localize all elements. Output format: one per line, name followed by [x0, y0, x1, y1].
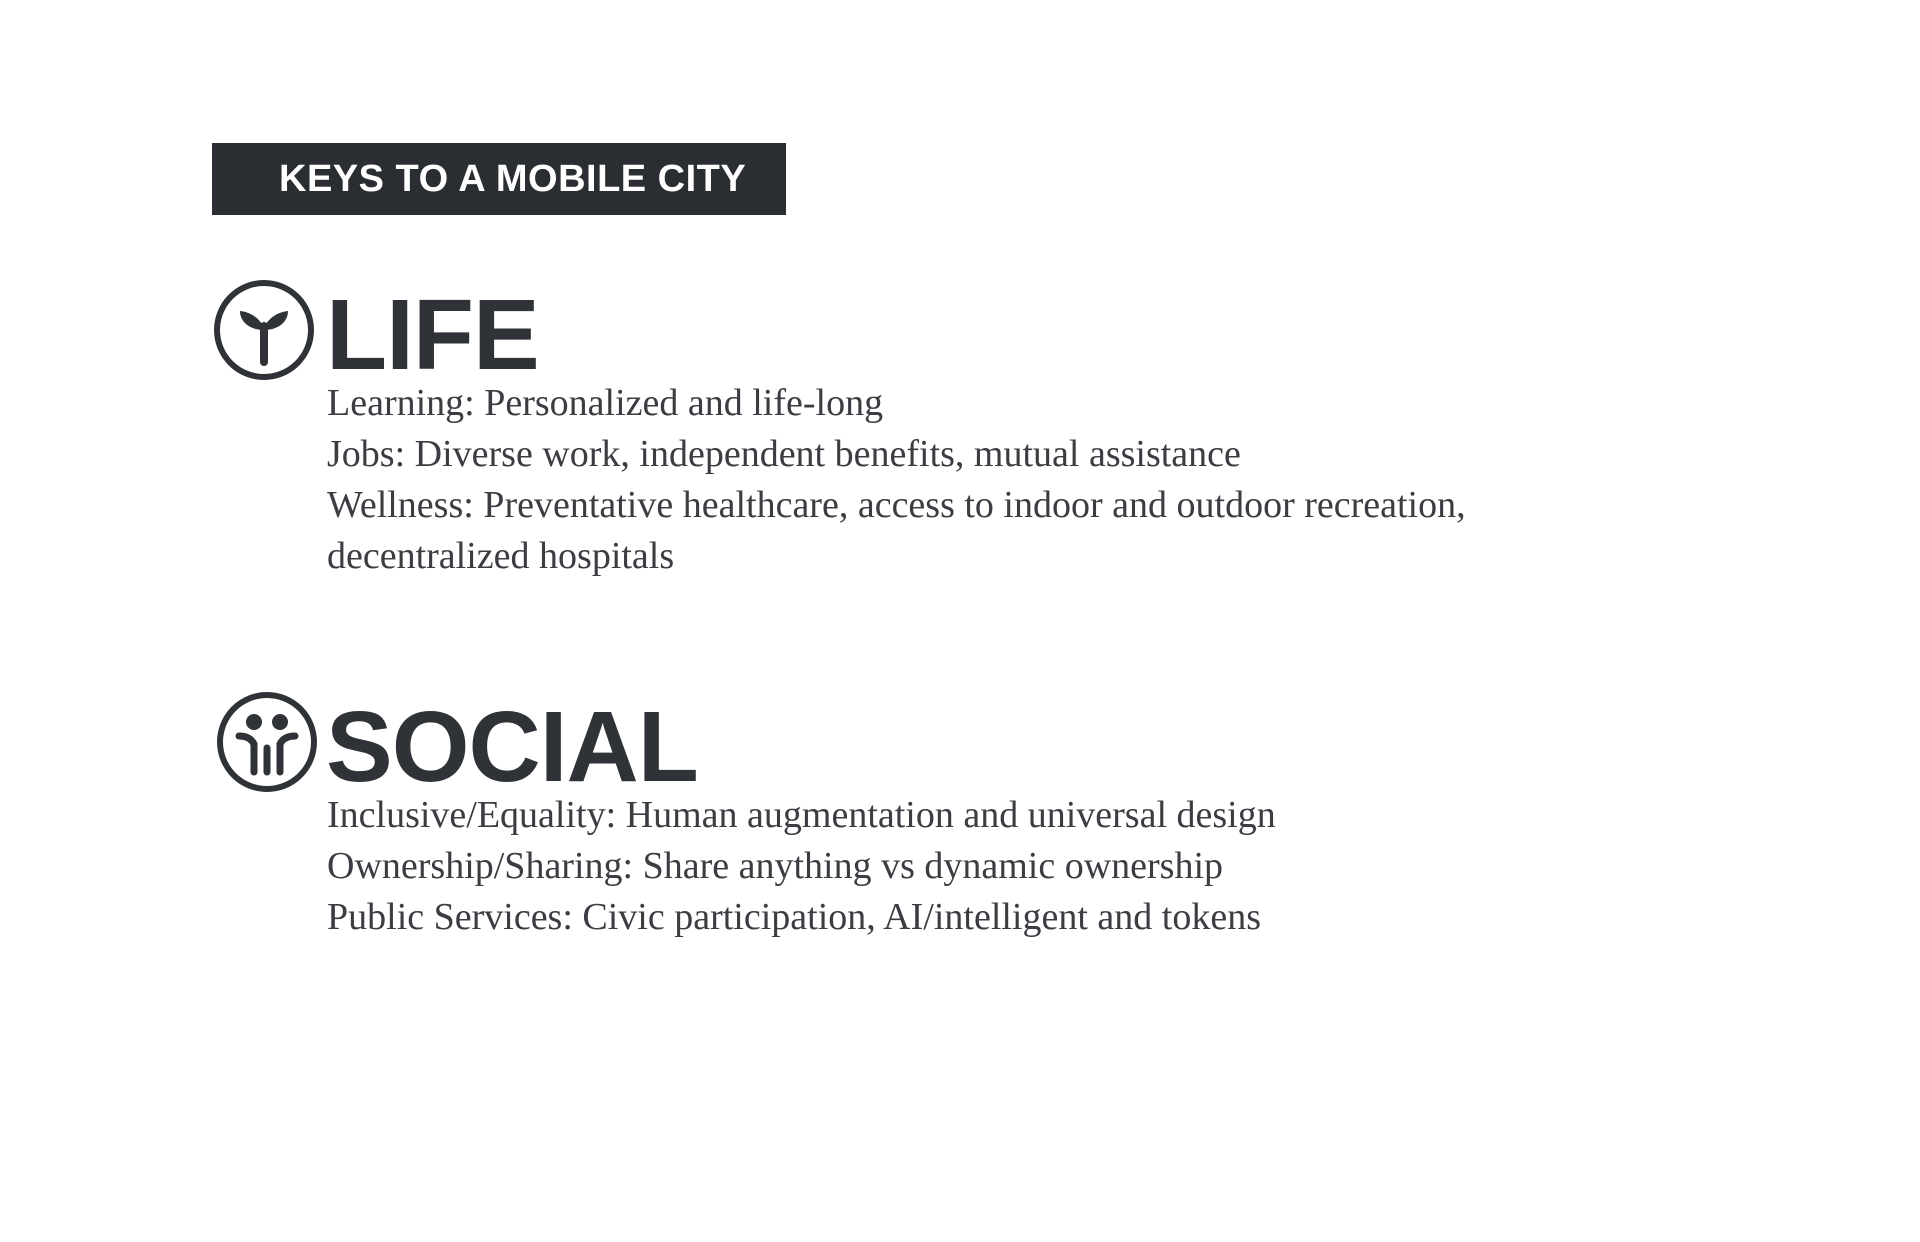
list-item: Public Services: Civic participation, AI/intelligent and tokens: [327, 896, 1261, 938]
list-item: decentralized hospitals: [327, 535, 675, 577]
section-title-social: SOCIAL: [326, 691, 698, 803]
people-icon: [215, 690, 319, 794]
list-item: Jobs: Diverse work, independent benefits, mutual assistance: [327, 433, 1241, 475]
social-items-list: [327, 790, 1787, 943]
banner-title: KEYS TO A MOBILE CITY: [279, 157, 747, 200]
header-banner: [212, 143, 786, 215]
life-items-list: [327, 378, 1787, 582]
list-item: Wellness: Preventative healthcare, access to indoor and outdoor recreation,: [327, 484, 1466, 526]
list-item: Learning: Personalized and life-long: [327, 382, 884, 424]
list-item: Inclusive/Equality: Human augmentation and universal design: [327, 794, 1276, 836]
list-item: Ownership/Sharing: Share anything vs dynamic ownership: [327, 845, 1224, 887]
section-title-life: LIFE: [326, 279, 539, 391]
sprout-icon: [212, 278, 316, 382]
